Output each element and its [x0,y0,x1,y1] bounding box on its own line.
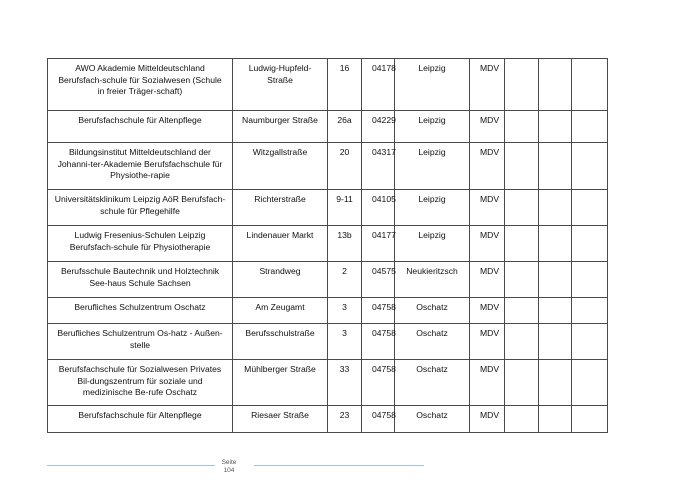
schools-table [47,58,608,433]
street-cell: Strandweg [233,262,328,298]
school-name-cell: Bildungsinstitut Mitteldeutschland der Johanni-ter-Akademie Berufsfachschule für Physiothe-rapie [48,143,233,190]
empty-cell [539,111,572,143]
transit-network-cell: MDV [470,406,505,433]
empty-cell [572,298,608,324]
empty-cell [505,324,539,360]
transit-network-cell: MDV [470,190,505,226]
empty-cell [572,324,608,360]
street-cell: Riesaer Straße [233,406,328,433]
page-number: 104 [223,467,235,474]
empty-cell [572,262,608,298]
city-cell: Leipzig [395,59,470,111]
postal-code-cell: 04758 [362,324,395,360]
street-cell: Witzgallstraße [233,143,328,190]
empty-cell [505,360,539,406]
empty-cell [505,190,539,226]
empty-cell [572,406,608,433]
table-row [48,226,608,262]
street-cell: Berufsschulstraße [233,324,328,360]
empty-cell [505,226,539,262]
transit-network-cell: MDV [470,59,505,111]
empty-cell [505,298,539,324]
street-cell: Richterstraße [233,190,328,226]
city-cell: Leipzig [395,111,470,143]
school-name-cell: Berufliches Schulzentrum Oschatz [48,298,233,324]
table-row [48,324,608,360]
postal-code-cell: 04229 [362,111,395,143]
postal-code-cell: 04317 [362,143,395,190]
house-number-cell: 2 [328,262,362,298]
school-name-cell: Berufsfachschule für Altenpflege [48,406,233,433]
empty-cell [572,226,608,262]
empty-cell [539,143,572,190]
empty-cell [539,262,572,298]
transit-network-cell: MDV [470,360,505,406]
street-cell: Lindenauer Markt [233,226,328,262]
postal-code-cell: 04758 [362,298,395,324]
transit-network-cell: MDV [470,298,505,324]
city-cell: Oschatz [395,360,470,406]
transit-network-cell: MDV [470,262,505,298]
postal-code-cell: 04575 [362,262,395,298]
empty-cell [539,406,572,433]
city-cell: Neukieritzsch [395,262,470,298]
house-number-cell: 16 [328,59,362,111]
city-cell: Oschatz [395,406,470,433]
city-cell: Oschatz [395,298,470,324]
school-name-cell: AWO Akademie Mitteldeutschland Berufsfach-schule für Sozialwesen (Schule in freier Träger-schaft) [48,59,233,111]
city-cell: Oschatz [395,324,470,360]
postal-code-cell: 04758 [362,406,395,433]
table-row [48,360,608,406]
house-number-cell: 3 [328,298,362,324]
transit-network-cell: MDV [470,324,505,360]
transit-network-cell: MDV [470,226,505,262]
page-label: Seite [221,459,237,466]
house-number-cell: 3 [328,324,362,360]
empty-cell [539,324,572,360]
transit-network-cell: MDV [470,111,505,143]
house-number-cell: 33 [328,360,362,406]
table-row [48,406,608,433]
empty-cell [539,190,572,226]
street-cell: Naumburger Straße [233,111,328,143]
school-name-cell: Berufsfachschule für Altenpflege [48,111,233,143]
empty-cell [505,262,539,298]
empty-cell [572,143,608,190]
street-cell: Mühlberger Straße [233,360,328,406]
city-cell: Leipzig [395,190,470,226]
empty-cell [505,406,539,433]
house-number-cell: 9-11 [328,190,362,226]
empty-cell [505,111,539,143]
table-row [48,111,608,143]
house-number-cell: 26a [328,111,362,143]
house-number-cell: 20 [328,143,362,190]
empty-cell [539,226,572,262]
school-name-cell: Ludwig Fresenius-Schulen Leipzig Berufsfach-schule für Physiotherapie [48,226,233,262]
empty-cell [572,59,608,111]
school-name-cell: Berufsfachschule für Sozialwesen Privates Bil-dungszentrum für soziale und medizinische Be-rufe Oschatz [48,360,233,406]
page-footer [214,459,244,475]
city-cell: Leipzig [395,143,470,190]
school-name-cell: Universitätsklinikum Leipzig AöR Berufsfach-schule für Pflegehilfe [48,190,233,226]
empty-cell [539,360,572,406]
street-cell: Am Zeugamt [233,298,328,324]
city-cell: Leipzig [395,226,470,262]
house-number-cell: 13b [328,226,362,262]
postal-code-cell: 04178 [362,59,395,111]
table-row [48,262,608,298]
footer-rule-left [47,465,215,466]
empty-cell [505,143,539,190]
school-name-cell: Berufliches Schulzentrum Os-hatz - Außen-stelle [48,324,233,360]
school-name-cell: Berufsschule Bautechnik und Holztechnik See-haus Schule Sachsen [48,262,233,298]
empty-cell [505,59,539,111]
table-row [48,298,608,324]
table-row [48,59,608,111]
empty-cell [539,59,572,111]
house-number-cell: 23 [328,406,362,433]
footer-rule-right [254,465,424,466]
table-row [48,143,608,190]
postal-code-cell: 04105 [362,190,395,226]
table-row [48,190,608,226]
transit-network-cell: MDV [470,143,505,190]
postal-code-cell: 04177 [362,226,395,262]
postal-code-cell: 04758 [362,360,395,406]
empty-cell [539,298,572,324]
empty-cell [572,111,608,143]
empty-cell [572,360,608,406]
empty-cell [572,190,608,226]
street-cell: Ludwig-Hupfeld-Straße [233,59,328,111]
